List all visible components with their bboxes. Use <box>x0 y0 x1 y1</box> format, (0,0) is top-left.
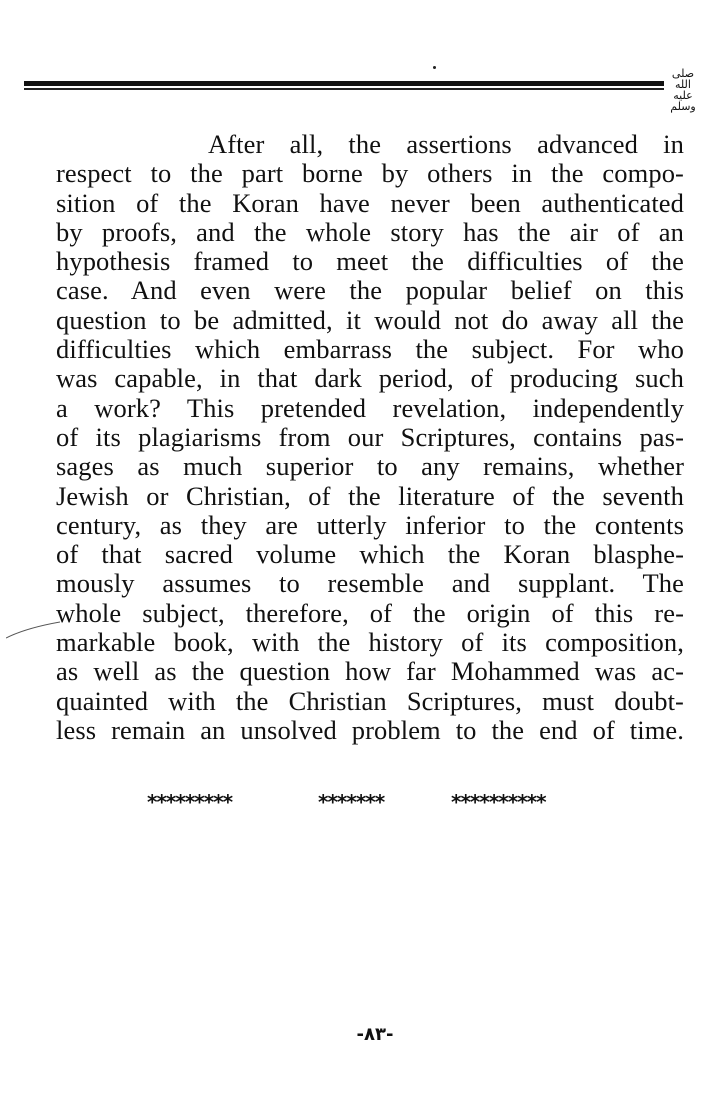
stray-dot <box>433 66 436 69</box>
text-line: was capable, in that dark period, of producing such <box>56 363 684 394</box>
text-line: century, as they are utterly inferior to the contents <box>56 509 684 540</box>
text-line: less remain an unsolved problem to the end of time. <box>56 714 684 745</box>
text-line: of its plagiarisms from our Scriptures, contains pas- <box>56 421 684 452</box>
separator-stars: ********** <box>451 790 546 814</box>
text-line: a work? This pretended revelation, independently <box>56 392 684 423</box>
separator-stars: ********* <box>147 790 233 814</box>
text-line: mously assumes to resemble and supplant. The <box>56 568 684 599</box>
text-line: sages as much superior to any remains, whether <box>56 451 684 482</box>
text-line: markable book, with the history of its composition, <box>56 627 684 658</box>
page-number: -٨٣- <box>356 1024 394 1045</box>
text-line: hypothesis framed to meet the difficulties of the <box>56 246 684 277</box>
text-line: as well as the question how far Mohammed was ac- <box>56 656 684 687</box>
text-line: Jewish or Christian, of the literature of the seventh <box>56 480 684 511</box>
text-line: quainted with the Christian Scriptures, must doubt- <box>56 685 684 716</box>
text-line: by proofs, and the whole story has the air of an <box>56 216 684 247</box>
text-line: respect to the part borne by others in the compo- <box>56 158 684 189</box>
text-line: difficulties which embarrass the subject. For who <box>56 334 684 365</box>
text-line: question to be admitted, it would not do away all the <box>56 304 684 335</box>
body-paragraph <box>56 130 684 745</box>
header-double-rule <box>24 81 664 90</box>
text-line: sition of the Koran have never been authenticated <box>56 187 684 218</box>
text-line: whole subject, therefore, of the origin of this re- <box>56 597 684 628</box>
text-line: of that sacred volume which the Koran blasphe- <box>56 539 684 570</box>
header-rule-thin <box>24 88 664 90</box>
text-line: After all, the assertions advanced in <box>208 129 684 159</box>
arabic-ornament-icon: صلى الله عليه وسلم <box>670 67 696 113</box>
text-line: case. And even were the popular belief on this <box>56 275 684 306</box>
separator-stars: ******* <box>318 790 385 814</box>
margin-pen-stroke <box>6 620 60 640</box>
